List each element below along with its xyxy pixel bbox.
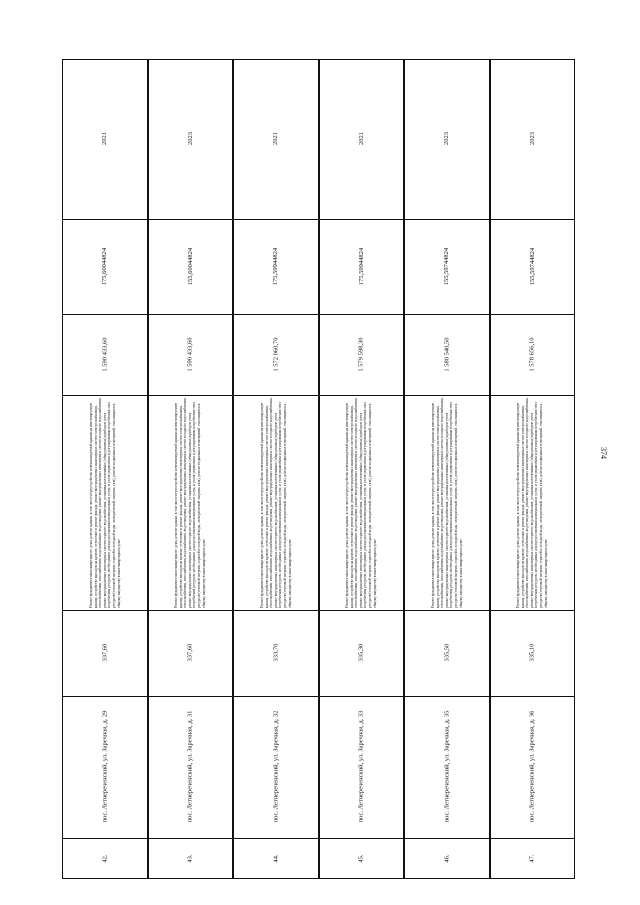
- area-cell: [491, 610, 575, 694]
- table-row: [148, 59, 234, 879]
- area-value: 337,60: [186, 643, 194, 662]
- row-number: 45.: [357, 854, 365, 863]
- row-number-cell: [63, 838, 147, 878]
- unit-cost-value: 175,59944824: [357, 247, 365, 285]
- cost-value: 1 590 433,60: [186, 336, 194, 372]
- unit-cost-value: 155,59744824: [528, 247, 536, 285]
- cost-cell: [320, 314, 404, 393]
- row-number-cell: [491, 838, 575, 878]
- area-value: 337,60: [101, 643, 109, 662]
- works-cell: [234, 395, 318, 608]
- row-number-cell: [405, 838, 489, 878]
- cost-cell: [491, 314, 575, 393]
- area-value: 335,10: [528, 643, 536, 662]
- year-value: 2021: [101, 132, 109, 145]
- unit-cost-value: 155,60044824: [186, 247, 194, 285]
- row-number-cell: [234, 838, 318, 878]
- cost-cell: [63, 314, 147, 393]
- cost-value: 1 579 598,30: [357, 336, 365, 372]
- table-row: [62, 59, 148, 879]
- unit-cost-value: 155,59744824: [443, 247, 451, 285]
- row-number: 47.: [528, 854, 536, 863]
- unit-cost-cell: [63, 219, 147, 312]
- unit-cost-cell: [491, 219, 575, 312]
- area-cell: [320, 610, 404, 694]
- row-number: 42.: [101, 854, 109, 863]
- year-value: 2021: [357, 132, 365, 145]
- address-cell: [63, 696, 147, 836]
- address: пос. Летнереченский, ул. Заречная, д. 32: [272, 710, 280, 823]
- works-cell: [63, 395, 147, 608]
- cost-value: 1 578 656,10: [528, 336, 536, 372]
- page-number: 374: [599, 447, 608, 459]
- row-number-cell: [320, 838, 404, 878]
- year-cell: [63, 60, 147, 217]
- unit-cost-cell: [405, 219, 489, 312]
- area-cell: [149, 610, 233, 694]
- works-cell: [149, 395, 233, 608]
- address-cell: [320, 696, 404, 836]
- year-cell: [405, 60, 489, 217]
- cost-cell: [405, 314, 489, 393]
- cost-value: 1 590 433,60: [101, 336, 109, 372]
- year-cell: [149, 60, 233, 217]
- row-number: 43.: [186, 854, 194, 863]
- year-value: 2023: [186, 132, 194, 145]
- cost-value: 1 572 060,70: [272, 336, 280, 372]
- area-value: 333,70: [272, 643, 280, 662]
- works-description: Ремонт фундамента многоквартирного дома, ремонт крыши, в том числе переустройство невентилируемой крыши на вентилируемую крышу, устройство выходов на кровлю, утепление и ремонт фасада, ремонт внутридомовых инженерных систем электроснабжения, теплоснабжения, газоснабжения, водоснабжения, водоотведения, ремонт внутридомовых инженерных систем холодного водоснабжения, ремонт внутридомовых инженерных систем горячего водоснабжения, установка коллективных (общедомовых) приборов учета потребления ресурсов, необходимых для предоставления коммунальных услуг, и узлов управления и регулирования потребления этих ресурсов (тепловой энергии, горячей и холодной воды, электрической энергии, газа), ремонт подвальных помещений, относящихся к общему имуществу в многоквартирном доме: [259, 397, 292, 608]
- year-value: 2023: [528, 132, 536, 145]
- year-cell: [320, 60, 404, 217]
- works-description: Ремонт фундамента многоквартирного дома, ремонт крыши, в том числе переустройство невентилируемой крыши на вентилируемую крышу, устройство выходов на кровлю, утепление и ремонт фасада, ремонт внутридомовых инженерных систем электроснабжения, теплоснабжения, газоснабжения, водоснабжения, водоотведения, ремонт внутридомовых инженерных систем холодного водоснабжения, ремонт внутридомовых инженерных систем горячего водоснабжения, установка коллективных (общедомовых) приборов учета потребления ресурсов, необходимых для предоставления коммунальных услуг, и узлов управления и регулирования потребления этих ресурсов (тепловой энергии, горячей и холодной воды, электрической энергии, газа), ремонт подвальных помещений, относящихся к общему имуществу в многоквартирном доме: [174, 397, 206, 608]
- unit-cost-value: 175,59944824: [272, 247, 280, 285]
- unit-cost-cell: [149, 219, 233, 312]
- table-row: [233, 59, 319, 879]
- year-cell: [234, 60, 318, 217]
- row-number: 44.: [272, 854, 280, 863]
- table-row: [319, 59, 405, 879]
- table-row: [490, 59, 576, 879]
- year-cell: [491, 60, 575, 217]
- table-row: [404, 59, 490, 879]
- address-cell: [405, 696, 489, 836]
- area-cell: [405, 610, 489, 694]
- address: пос. Летнереченский, ул. Заречная, д. 29: [101, 710, 109, 823]
- address-cell: [234, 696, 318, 836]
- works-cell: [405, 395, 489, 608]
- address: пос. Летнереченский, ул. Заречная, д. 31: [186, 710, 194, 823]
- address: пос. Летнереченский, ул. Заречная, д. 35: [443, 710, 451, 823]
- address: пос. Летнереченский, ул. Заречная, д. 36: [528, 710, 536, 823]
- works-description: Ремонт фундамента многоквартирного дома, ремонт крыши, в том числе переустройство невентилируемой крыши на вентилируемую крышу, устройство выходов на кровлю, утепление и ремонт фасада, ремонт внутридомовых инженерных систем электроснабжения, теплоснабжения, газоснабжения, водоснабжения, водоотведения, ремонт внутридомовых инженерных систем холодного водоснабжения, ремонт внутридомовых инженерных систем горячего водоснабжения, установка коллективных (общедомовых) приборов учета потребления ресурсов, необходимых для предоставления коммунальных услуг, и узлов управления и регулирования потребления этих ресурсов (тепловой энергии, горячей и холодной воды, электрической энергии, газа), ремонт подвальных помещений, относящихся к общему имуществу в многоквартирном доме: [430, 397, 463, 608]
- unit-cost-value: 175,60044824: [101, 247, 109, 285]
- area-cell: [63, 610, 147, 694]
- area-value: 335,30: [357, 643, 365, 662]
- works-description: Ремонт фундамента многоквартирного дома, ремонт крыши, в том числе переустройство невентилируемой крыши на вентилируемую крышу, устройство выходов на кровлю, утепление и ремонт фасада, ремонт внутридомовых инженерных систем электроснабжения, теплоснабжения, газоснабжения, водоснабжения, водоотведения, ремонт внутридомовых инженерных систем холодного водоснабжения, ремонт внутридомовых инженерных систем горячего водоснабжения, установка коллективных (общедомовых) приборов учета потребления ресурсов, необходимых для предоставления коммунальных услуг, и узлов управления и регулирования потребления этих ресурсов (тепловой энергии, горячей и холодной воды, электрической энергии, газа), ремонт подвальных помещений, относящихся к общему имуществу в многоквартирном доме: [516, 397, 548, 608]
- cost-cell: [149, 314, 233, 393]
- area-value: 335,50: [443, 643, 451, 662]
- cost-cell: [234, 314, 318, 393]
- repair-table: [62, 59, 577, 879]
- unit-cost-cell: [234, 219, 318, 312]
- works-cell: [491, 395, 575, 608]
- cost-value: 1 580 540,50: [443, 336, 451, 372]
- works-description: Ремонт фундамента многоквартирного дома, ремонт крыши, в том числе переустройство невентилируемой крыши на вентилируемую крышу, устройство выходов на кровлю, утепление и ремонт фасада, ремонт внутридомовых инженерных систем электроснабжения, теплоснабжения, газоснабжения, водоснабжения, водоотведения, ремонт внутридомовых инженерных систем холодного водоснабжения, ремонт внутридомовых инженерных систем горячего водоснабжения, установка коллективных (общедомовых) приборов учета потребления ресурсов, необходимых для предоставления коммунальных услуг, и узлов управления и регулирования потребления этих ресурсов (тепловой энергии, горячей и холодной воды, электрической энергии, газа), ремонт подвальных помещений, относящихся к общему имуществу в многоквартирном доме: [88, 397, 121, 608]
- row-number: 46.: [443, 854, 451, 863]
- row-number-cell: [149, 838, 233, 878]
- area-cell: [234, 610, 318, 694]
- works-description: Ремонт фундамента многоквартирного дома, ремонт крыши, в том числе переустройство невентилируемой крыши на вентилируемую крышу, устройство выходов на кровлю, утепление и ремонт фасада, ремонт внутридомовых инженерных систем электроснабжения, теплоснабжения, газоснабжения, водоснабжения, водоотведения, ремонт внутридомовых инженерных систем холодного водоснабжения, ремонт внутридомовых инженерных систем горячего водоснабжения, установка коллективных (общедомовых) приборов учета потребления ресурсов, необходимых для предоставления коммунальных услуг, и узлов управления и регулирования потребления этих ресурсов (тепловой энергии, горячей и холодной воды, электрической энергии, газа), ремонт подвальных помещений, относящихся к общему имуществу в многоквартирном доме: [345, 397, 377, 608]
- address-cell: [149, 696, 233, 836]
- address-cell: [491, 696, 575, 836]
- works-cell: [320, 395, 404, 608]
- year-value: 2023: [443, 132, 451, 145]
- unit-cost-cell: [320, 219, 404, 312]
- address: пос. Летнереченский, ул. Заречная, д. 33: [357, 710, 365, 823]
- year-value: 2021: [272, 132, 280, 145]
